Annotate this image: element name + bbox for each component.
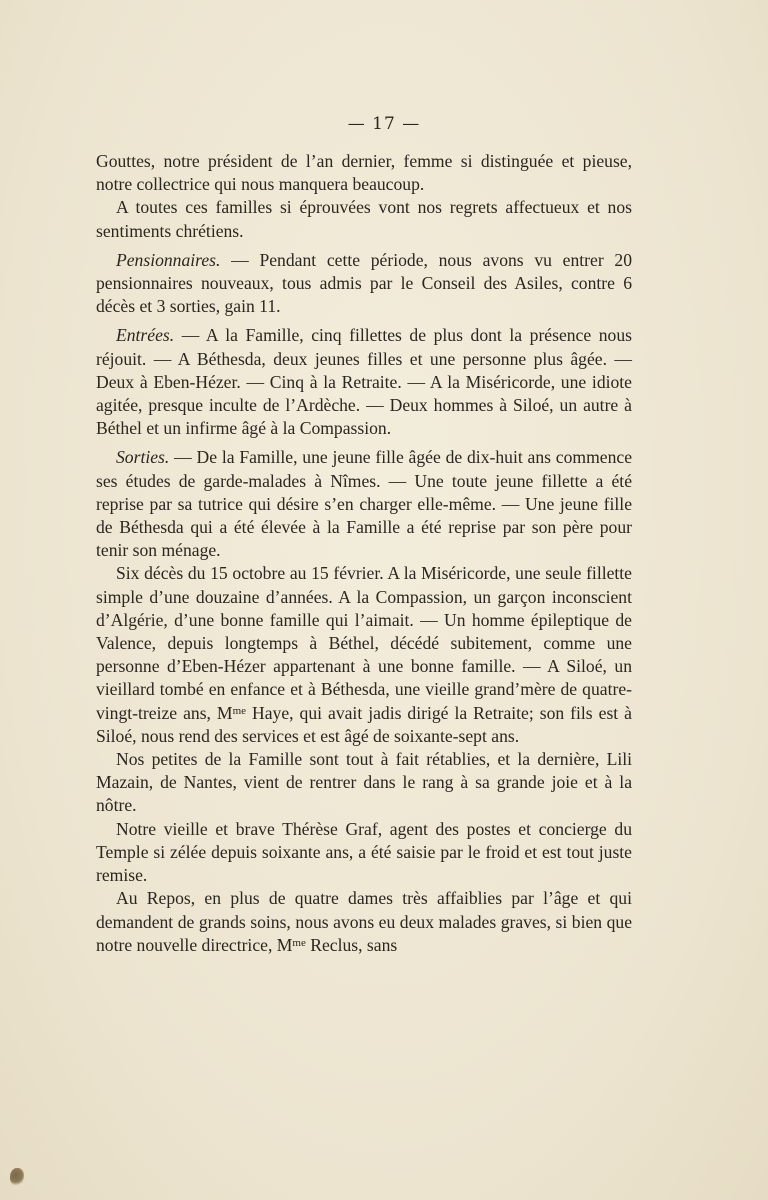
paragraph-text: Gouttes, notre président de l’an dernier, femme si distinguée et pieuse, notre collectrice qui nous manquera beaucoup. (96, 151, 632, 195)
paragraph-lead: Entrées. (116, 325, 175, 346)
paragraph (96, 748, 632, 818)
paragraph-text: A toutes ces familles si éprouvées vont nos regrets affectueux et nos sentiments chrétiens. (96, 197, 632, 241)
paragraph (96, 446, 632, 562)
paragraph-text: Reclus, sans (305, 934, 398, 955)
paragraph-text: — De la Famille, une jeune fille âgée de dix-huit ans commence ses études de garde-malades à Nîmes. — Une toute jeune fillette a été reprise par sa tutrice qui désire s’en charger elle-même. — Une jeune fille de Béthesda qui a été élevée à la Famille a été reprise par son père pour tenir son ménage. (96, 447, 632, 561)
paragraph (96, 562, 632, 748)
paragraph-text: — Pendant cette période, nous avons vu entrer 20 pensionnaires nouveaux, tous admis par le Conseil des Asiles, contre 6 décès et 3 sorties, gain 11. (96, 249, 632, 317)
superscript: me (232, 704, 247, 717)
body-text (96, 150, 632, 957)
paragraph-text: Au Repos, en plus de quatre dames très affaiblies par l’âge et qui demandent de grands soins, nous avons eu deux malades graves, si bien que notre nouvelle directrice, M (96, 888, 632, 955)
paragraph (96, 818, 632, 888)
paragraph-text: Haye, qui avait jadis dirigé la Retraite; son fils est à Siloé, nous rend des services et est âgé de soixante-sept ans. (96, 702, 632, 746)
superscript: me (292, 936, 306, 949)
page-number: — 17 — (347, 114, 421, 134)
paragraph-lead: Pensionnaires. (116, 249, 221, 270)
ink-stain (10, 1168, 24, 1186)
paragraph-text: — A la Famille, cinq fillettes de plus dont la présence nous réjouit. — A Béthesda, deux jeunes filles et une personne plus âgée. — Deux à Eben-Hézer. — Cinq à la Retraite. — A la Miséricorde, une idiote agitée, presque inculte de l’Ardèche. — Deux hommes à Siloé, un autre à Béthel et un infirme âgé à la Compassion. (96, 325, 632, 439)
paragraph (96, 324, 632, 440)
paragraph-text: Nos petites de la Famille sont tout à fait rétablies, et la dernière, Lili Mazain, de Nantes, vient de rentrer dans le rang à sa grande joie et à la nôtre. (96, 749, 632, 816)
paragraph (96, 196, 632, 242)
paragraph-lead: Sorties. (116, 447, 170, 468)
paragraph (96, 150, 632, 196)
paragraph (96, 887, 632, 957)
paragraph-text: Notre vieille et brave Thérèse Graf, agent des postes et concierge du Temple si zélée depuis soixante ans, a été saisie par le froid et est tout juste remise. (96, 818, 632, 886)
paragraph (96, 249, 632, 319)
paragraph-text: Six décès du 15 octobre au 15 février. A la Miséricorde, une seule fillette simple d’une douzaine d’années. A la Compassion, un garçon inconscient d’Algérie, d’une bonne famille qui l’aimait. — Un homme épileptique de Valence, depuis longtemps à Béthel, décédé subitement, comme une personne d’Eben-Hézer appartenant à une bonne famille. — A Siloé, un vieillard tombé en enfance et à Béthesda, une vieille grand’mère de quatre-vingt-treize ans, M (96, 563, 632, 723)
